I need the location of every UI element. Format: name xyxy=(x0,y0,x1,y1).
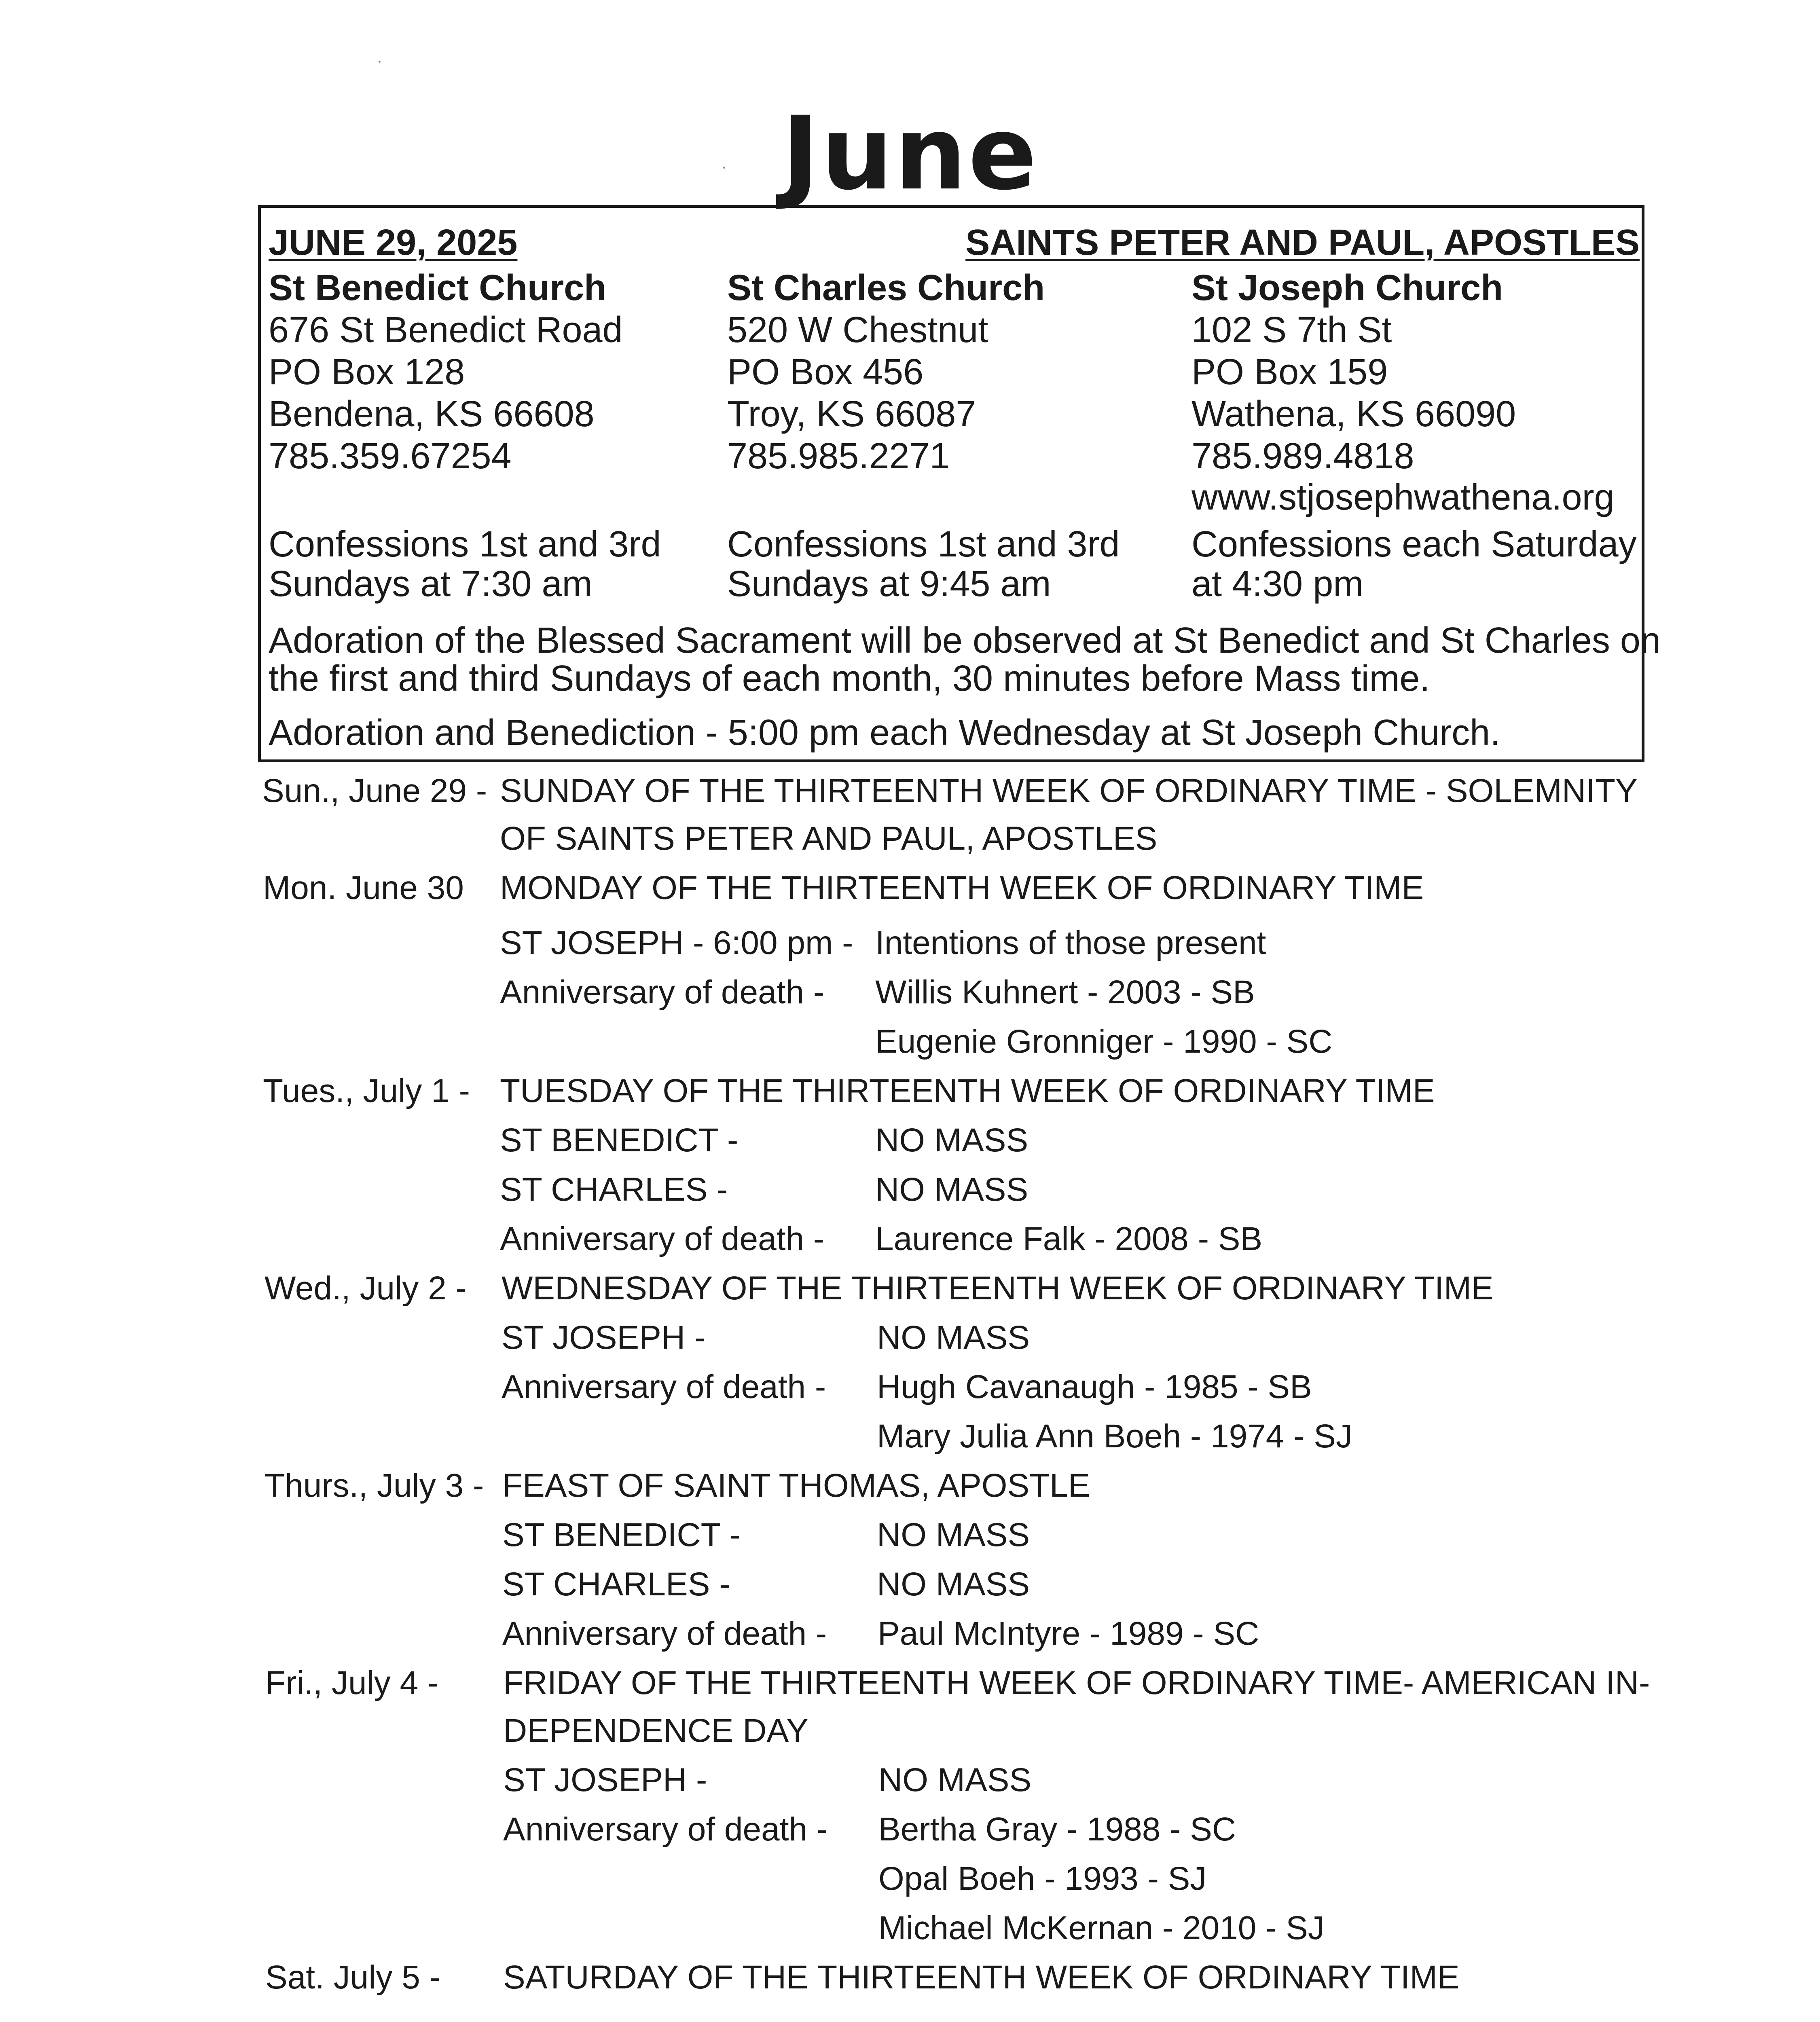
schedule-title: SUNDAY OF THE THIRTEENTH WEEK OF ORDINARY TIME - SOLEMNITY xyxy=(500,772,1638,809)
church-po-box: PO Box 128 xyxy=(269,352,465,392)
anniversary-name: Michael McKernan - 2010 - SJ xyxy=(878,1910,1325,1946)
anniversary-name: Bertha Gray - 1988 - SC xyxy=(878,1811,1236,1848)
anniversary-name: Hugh Cavanaugh - 1985 - SB xyxy=(877,1368,1312,1405)
church-name: St Charles Church xyxy=(727,268,1045,308)
mass-label: ST JOSEPH - 6:00 pm - xyxy=(500,924,853,961)
mass-value: NO MASS xyxy=(877,1319,1030,1356)
mass-value: NO MASS xyxy=(875,1122,1029,1159)
mass-value: NO MASS xyxy=(877,1566,1030,1603)
church-name: St Joseph Church xyxy=(1191,268,1503,308)
mass-label: ST BENEDICT - xyxy=(502,1516,741,1553)
mass-value: NO MASS xyxy=(875,1171,1029,1208)
schedule-title: FRIDAY OF THE THIRTEENTH WEEK OF ORDINARY TIME- AMERICAN IN- xyxy=(503,1665,1650,1701)
schedule-day: Tues., July 1 - xyxy=(263,1072,470,1109)
church-phone: 785.985.2271 xyxy=(727,436,950,476)
schedule-day: Sun., June 29 - xyxy=(262,772,487,809)
church-name: St Benedict Church xyxy=(269,268,607,308)
adoration-note-line-1: Adoration of the Blessed Sacrament will be observed at St Benedict and St Charles on xyxy=(269,620,1661,661)
confessions-line-2: Sundays at 7:30 am xyxy=(269,564,593,604)
confessions-line-2: at 4:30 pm xyxy=(1191,564,1364,604)
church-address: 676 St Benedict Road xyxy=(269,310,623,350)
bulletin-date: JUNE 29, 2025 xyxy=(269,222,518,263)
mass-label: ST JOSEPH - xyxy=(502,1319,706,1356)
mass-label: ST CHARLES - xyxy=(500,1171,728,1208)
church-address: 520 W Chestnut xyxy=(727,310,988,350)
schedule-title: MONDAY OF THE THIRTEENTH WEEK OF ORDINARY TIME xyxy=(500,869,1424,906)
anniversary-name: Eugenie Gronniger - 1990 - SC xyxy=(875,1023,1333,1060)
schedule-day: Mon. June 30 xyxy=(263,869,464,906)
mass-label: ST BENEDICT - xyxy=(500,1122,739,1159)
mass-label: ST CHARLES - xyxy=(502,1566,730,1603)
church-city: Wathena, KS 66090 xyxy=(1191,394,1516,434)
anniversary-label: Anniversary of death - xyxy=(502,1615,827,1652)
church-city: Troy, KS 66087 xyxy=(727,394,976,434)
mass-value: NO MASS xyxy=(877,1516,1030,1553)
confessions-line-1: Confessions 1st and 3rd xyxy=(727,524,1120,565)
anniversary-name: Mary Julia Ann Boeh - 1974 - SJ xyxy=(877,1418,1352,1455)
church-phone: 785.989.4818 xyxy=(1191,436,1414,476)
mass-value: Intentions of those present xyxy=(875,924,1266,961)
schedule-title: TUESDAY OF THE THIRTEENTH WEEK OF ORDINARY TIME xyxy=(500,1072,1435,1109)
mass-label: ST JOSEPH - xyxy=(503,1762,707,1798)
schedule-day: Wed., July 2 - xyxy=(265,1270,467,1307)
schedule-day: Thurs., July 3 - xyxy=(265,1467,484,1504)
church-po-box: PO Box 456 xyxy=(727,352,924,392)
anniversary-label: Anniversary of death - xyxy=(500,1220,825,1257)
schedule-day: Sat. July 5 - xyxy=(265,1959,440,1996)
confessions-line-2: Sundays at 9:45 am xyxy=(727,564,1051,604)
anniversary-label: Anniversary of death - xyxy=(500,974,825,1011)
page-title: June xyxy=(781,95,1039,212)
church-phone: 785.359.67254 xyxy=(269,436,512,476)
scan-speck xyxy=(379,61,381,63)
schedule-title-cont: OF SAINTS PETER AND PAUL, APOSTLES xyxy=(500,820,1158,857)
anniversary-name: Paul McIntyre - 1989 - SC xyxy=(878,1615,1259,1652)
scan-speck xyxy=(723,167,725,169)
anniversary-name: Opal Boeh - 1993 - SJ xyxy=(878,1860,1207,1897)
anniversary-label: Anniversary of death - xyxy=(503,1811,828,1848)
anniversary-name: Willis Kuhnert - 2003 - SB xyxy=(875,974,1255,1011)
schedule-title: WEDNESDAY OF THE THIRTEENTH WEEK OF ORDINARY TIME xyxy=(502,1270,1494,1307)
schedule-title: SATURDAY OF THE THIRTEENTH WEEK OF ORDINARY TIME xyxy=(503,1959,1460,1996)
confessions-line-1: Confessions 1st and 3rd xyxy=(269,524,661,565)
church-city: Bendena, KS 66608 xyxy=(269,394,595,434)
feast-title: SAINTS PETER AND PAUL, APOSTLES xyxy=(965,222,1640,263)
schedule-title: FEAST OF SAINT THOMAS, APOSTLE xyxy=(502,1467,1090,1504)
anniversary-label: Anniversary of death - xyxy=(502,1368,826,1405)
church-address: 102 S 7th St xyxy=(1191,310,1392,350)
mass-value: NO MASS xyxy=(878,1762,1032,1798)
church-po-box: PO Box 159 xyxy=(1191,352,1388,392)
schedule-title-cont: DEPENDENCE DAY xyxy=(503,1712,808,1749)
confessions-line-1: Confessions each Saturday xyxy=(1191,524,1637,565)
adoration-benediction-note: Adoration and Benediction - 5:00 pm each Wednesday at St Joseph Church. xyxy=(269,713,1500,753)
anniversary-name: Laurence Falk - 2008 - SB xyxy=(875,1220,1263,1257)
church-website-link[interactable]: www.stjosephwathena.org xyxy=(1191,477,1615,518)
schedule-day: Fri., July 4 - xyxy=(265,1665,439,1701)
adoration-note-line-2: the first and third Sundays of each month, 30 minutes before Mass time. xyxy=(269,658,1430,699)
